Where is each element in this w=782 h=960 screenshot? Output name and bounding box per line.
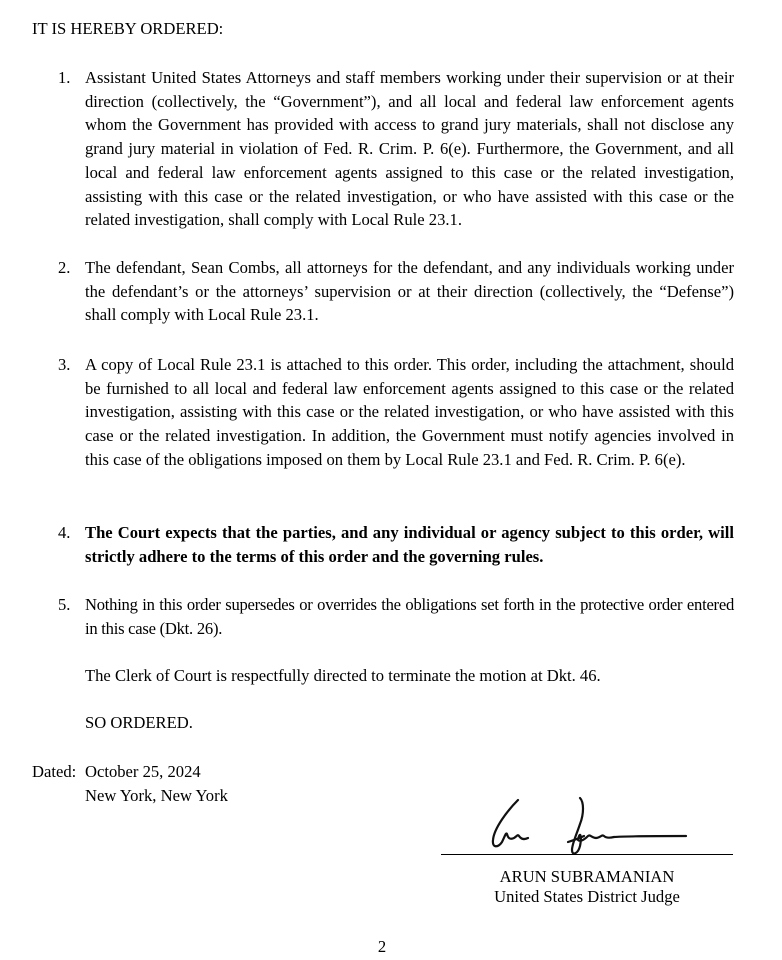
clerk-direction: The Clerk of Court is respectfully directed to terminate the motion at Dkt. 46.	[85, 666, 601, 685]
order-heading: IT IS HEREBY ORDERED:	[32, 19, 224, 38]
order-item-2	[58, 256, 734, 327]
item-text: Assistant United States Attorneys and staff members working under their supervision or at their direction (collectively, the “Government”), and all local and federal law enforcement agents whom the Government has provided with access to grand jury materials, shall not disclose any grand jury material in violation of Fed. R. Crim. P. 6(e). Furthermore, the Government, and all local and federal law enforcement agents assigned to this case or the related investigation, assisting with this case or the related investigation, or who have assisted with this case or the related investigation, shall comply with Local Rule 23.1.	[85, 68, 734, 230]
judge-name: ARUN SUBRAMANIAN	[499, 867, 675, 886]
item-text: The Court expects that the parties, and any individual or agency subject to this order, will strictly adhere to the terms of this order and the governing rules.	[85, 523, 734, 566]
page-number: 2	[377, 937, 387, 956]
dated-label: Dated:	[32, 762, 77, 781]
item-text: The defendant, Sean Combs, all attorneys for the defendant, and any individuals working under the defendant’s or the attorneys’ supervision or at their direction (collectively, the “Defense”) shall comply with Local Rule 23.1.	[85, 258, 734, 325]
so-ordered: SO ORDERED.	[85, 713, 193, 732]
order-item-5	[58, 593, 734, 640]
order-item-1	[58, 66, 734, 232]
item-number: 2.	[58, 258, 71, 277]
item-number: 4.	[58, 523, 71, 542]
item-number: 3.	[58, 355, 71, 374]
order-item-3	[58, 353, 734, 472]
item-text: A copy of Local Rule 23.1 is attached to this order. This order, including the attachment, should be furnished to all local and federal law enforcement agents assigned to this case or the related investigation, assisting with this case or the related investigation, or who have assisted with this case or the related investigation. In addition, the Government must notify agencies involved in this case of the obligations imposed on them by Local Rule 23.1 and Fed. R. Crim. P. 6(e).	[85, 355, 734, 469]
item-number: 1.	[58, 68, 71, 87]
item-text: Nothing in this order supersedes or overrides the obligations set forth in the protective order entered in this case (Dkt. 26).	[85, 595, 734, 638]
item-number: 5.	[58, 595, 71, 614]
signature-line	[441, 854, 733, 855]
judge-title: United States District Judge	[494, 887, 680, 906]
order-item-4	[58, 521, 734, 568]
signature-image	[488, 796, 688, 858]
dated-place: New York, New York	[85, 786, 228, 805]
dated-date: October 25, 2024	[85, 762, 201, 781]
